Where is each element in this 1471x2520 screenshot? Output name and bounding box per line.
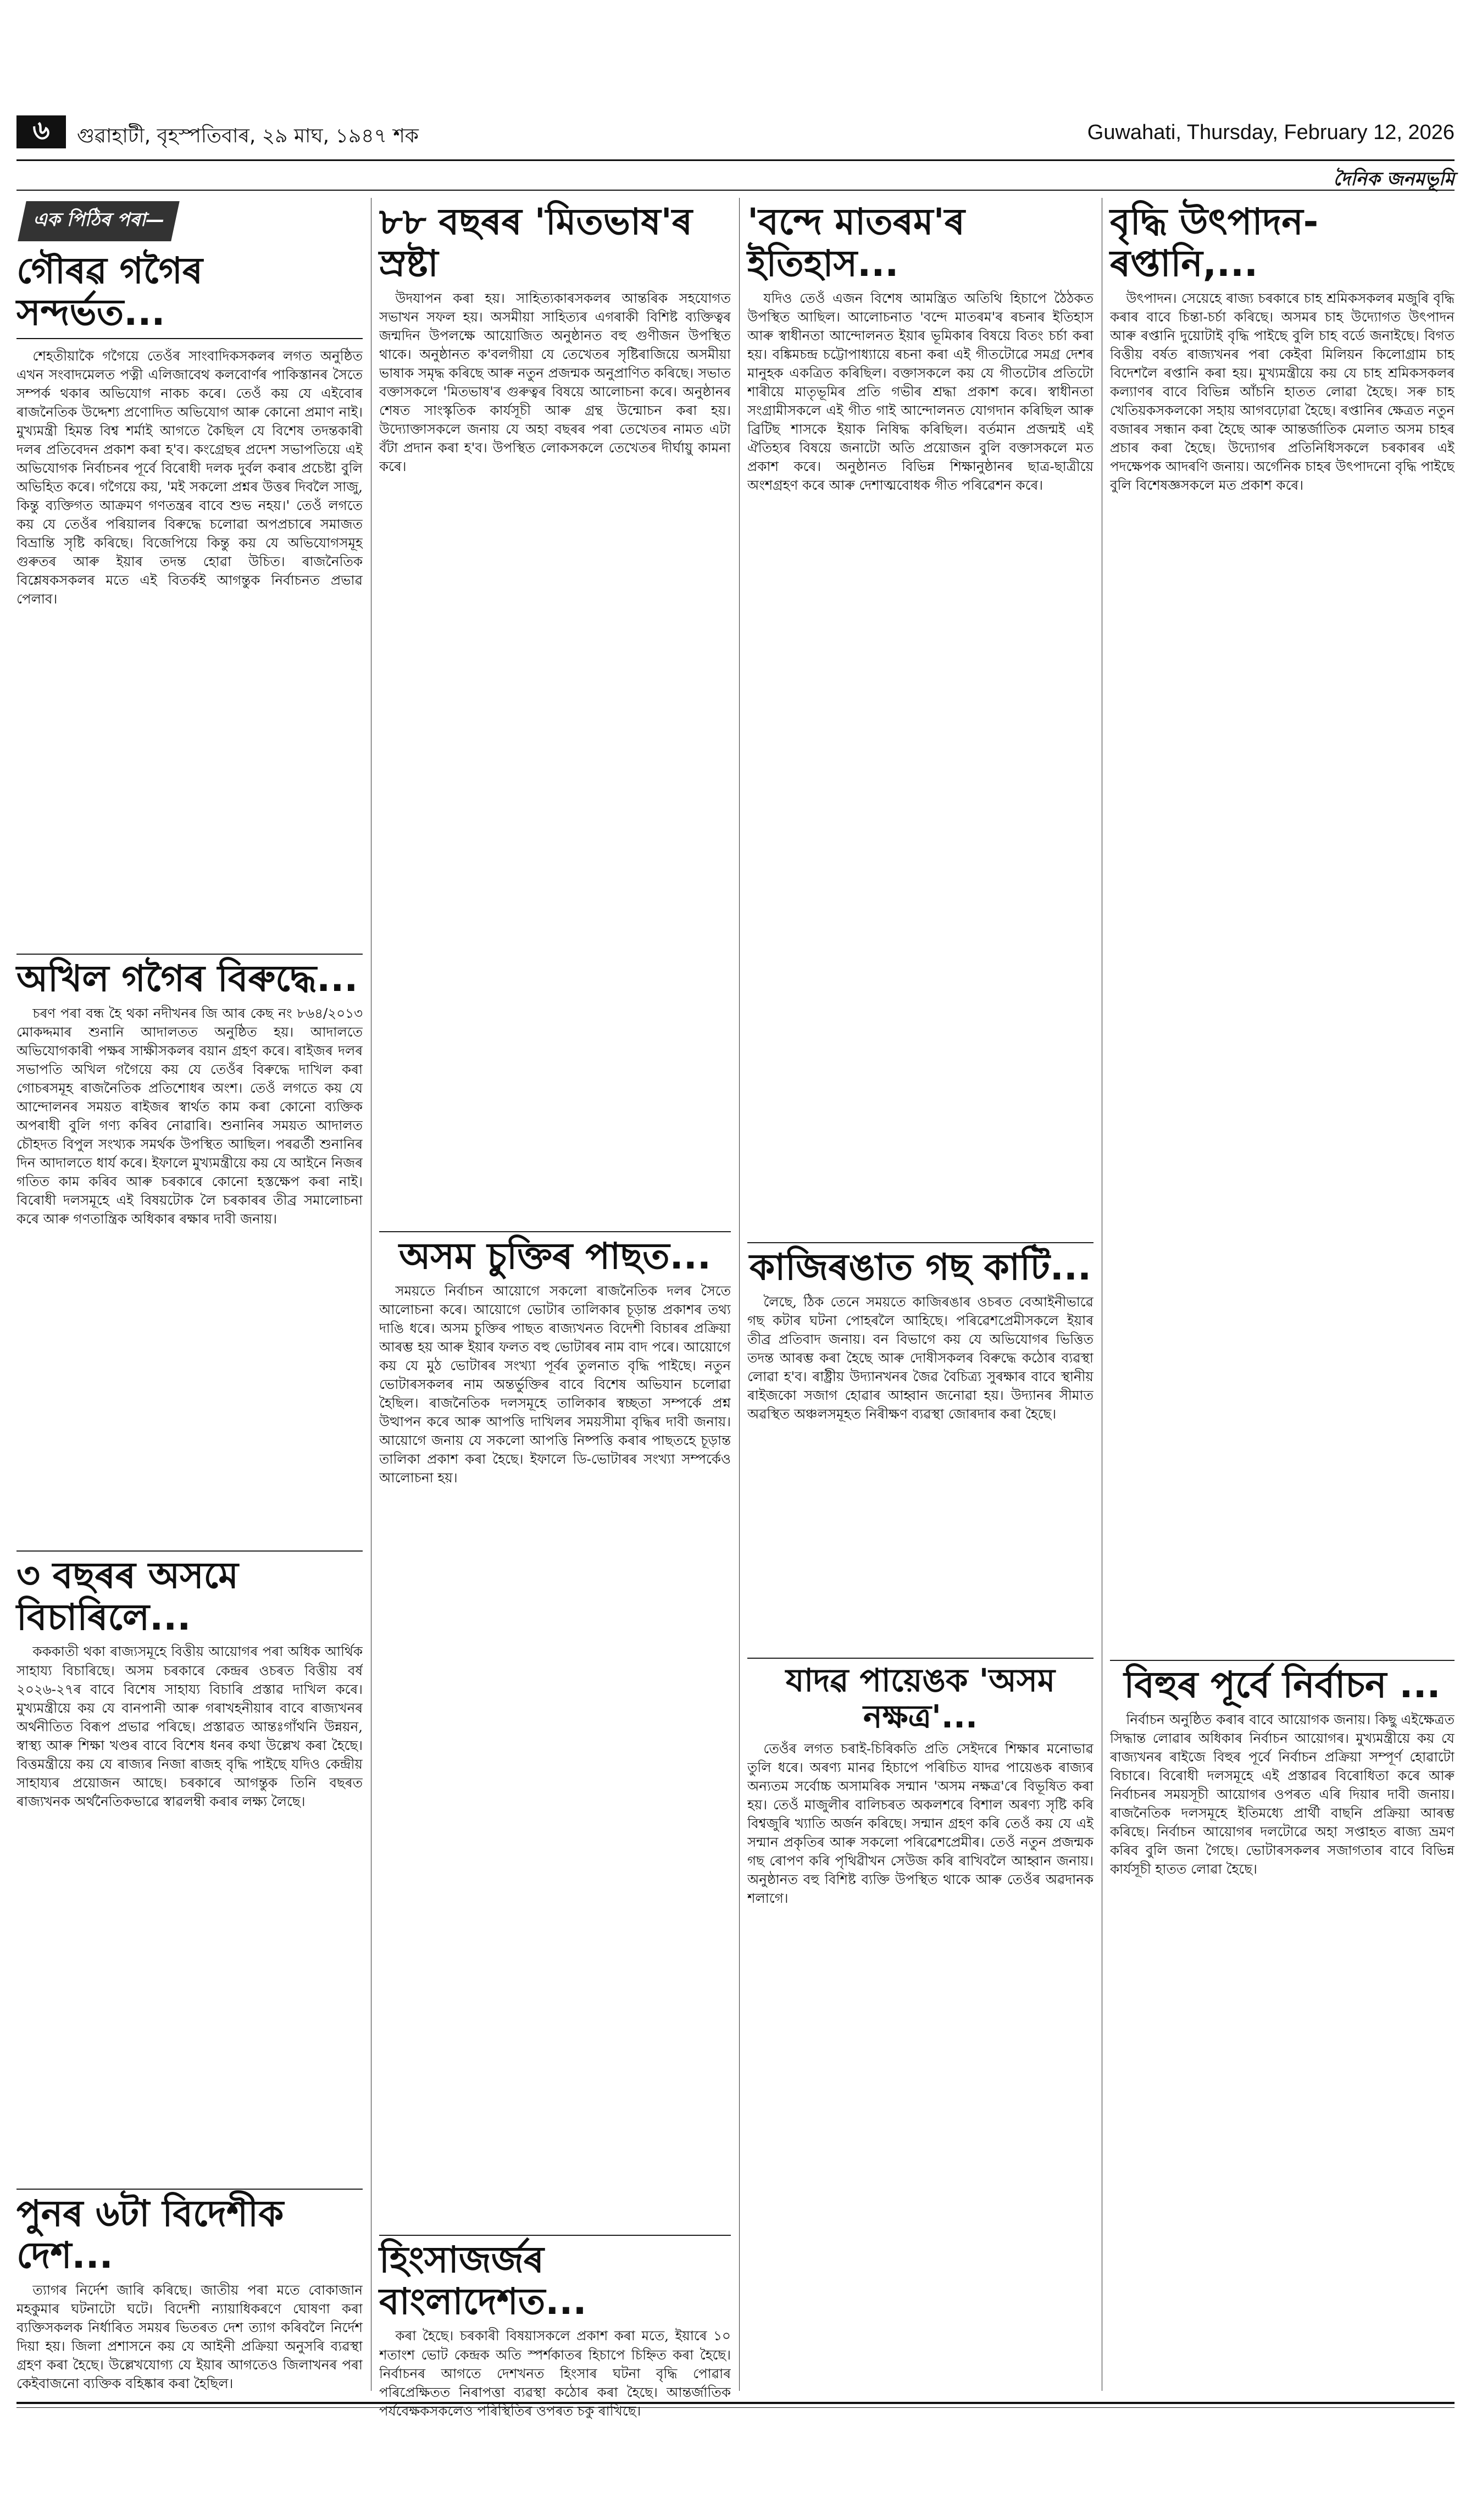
- page-header: [16, 115, 1455, 148]
- article-body: তেওঁৰ লগত চৰাই-চিৰিকতি প্ৰতি সেইদৰে শিক্ষাৰ মনোভাৱ তুলি ধৰে। অৰণ্য মানৱ হিচাপে পৰিচিত যাদৱ পায়েঙক ৰাজ্যৰ অন্যতম সৰ্বোচ্চ অসামৰিক সন্মান 'অসম নক্ষত্ৰ'ৰে বিভূষিত কৰা হয়। তেওঁ মাজুলীৰ বালিচৰত অকলশৰে বিশাল অৰণ্য সৃষ্টি কৰি বিশ্বজুৰি খ্যাতি অৰ্জন কৰিছে। সন্মান গ্ৰহণ কৰি তেওঁ কয় যে এই সন্মান প্ৰকৃতিৰ আৰু সকলো পৰিৱেশপ্ৰেমীৰ। তেওঁ নতুন প্ৰজন্মক গছ ৰোপণ কৰি পৃথিৱীখন সেউজ কৰি ৰাখিবলৈ আহ্বান জনায়। অনুষ্ঠানত বহু বিশিষ্ট ব্যক্তি উপস্থিত থাকে আৰু তেওঁৰ অৱদানক শলাগে।: [747, 1741, 1093, 1907]
- headline-election-bihu: বিহুৰ পূৰ্বে নিৰ্বাচন ...: [1124, 1663, 1441, 1706]
- article-body: কককাতী থকা ৰাজ্যসমূহে বিত্তীয় আয়োগৰ পৰা অধিক আৰ্থিক সাহায্য বিচাৰিছে। অসম চৰকাৰে কেন্দ্ৰৰ ওচৰত বিত্তীয় বৰ্ষ ২০২৬-২৭ৰ বাবে বিশেষ সাহায্য বিচাৰি প্ৰস্তাৱ দাখিল কৰে। মুখ্যমন্ত্ৰীয়ে কয় যে বানপানী আৰু গৰাখহনীয়াৰ বাবে ৰাজ্যখনৰ অৰ্থনীতিত বিৰূপ প্ৰভাৱ পৰিছে। প্ৰস্তাৱত আন্তঃগাঁথনি উন্নয়ন, স্বাস্থ্য আৰু শিক্ষা খণ্ডৰ বাবে বিশেষ ধনৰ কথা উল্লেখ কৰা হৈছে। বিত্তমন্ত্ৰীয়ে কয় যে ৰাজ্যৰ নিজা ৰাজহ বৃদ্ধি পাইছে যদিও কেন্দ্ৰীয় সাহায্যৰ প্ৰয়োজন আছে। চৰকাৰে আগন্তুক তিনি বছৰত ৰাজ্যখনক অৰ্থনৈতিকভাৱে স্বাৱলম্বী কৰাৰ লক্ষ্য লৈছে।: [16, 1643, 363, 1809]
- date-assamese: গুৱাহাটী, বৃহস্পতিবাৰ, ২৯ মাঘ, ১৯৪৭ শক: [77, 125, 419, 147]
- article-body: সময়তে নিৰ্বাচন আয়োগে সকলো ৰাজনৈতিক দলৰ সৈতে আলোচনা কৰে। আয়োগে ভোটাৰ তালিকাৰ চূড়ান্ত প্ৰকাশৰ তথ্য দাঙি ধৰে। অসম চুক্তিৰ পাছত ৰাজ্যখনত বিদেশী বিচাৰৰ প্ৰক্ৰিয়া আৰম্ভ হয় আৰু ইয়াৰ ফলত বহু ভোটাৰৰ নাম বাদ পৰে। আয়োগে কয় যে মুঠ ভোটাৰৰ সংখ্যা পূৰ্বৰ তুলনাত বৃদ্ধি পাইছে। নতুন ভোটাৰসকলৰ নাম অন্তৰ্ভুক্তিৰ বাবে বিশেষ অভিযান চলোৱা হৈছিল। ৰাজনৈতিক দলসমূহে তালিকাৰ স্বচ্ছতা সম্পৰ্কে প্ৰশ্ন উত্থাপন কৰে আৰু আপত্তি দাখিলৰ সময়সীমা বৃদ্ধিৰ দাবী জনায়। আয়োগে জনায় যে সকলো আপত্তি নিষ্পত্তি কৰাৰ পাছতহে চূড়ান্ত তালিকা প্ৰকাশ কৰা হৈছে। ইফালে ডি-ভোটাৰৰ সংখ্যা সম্পৰ্কেও আলোচনা হয়।: [379, 1282, 731, 1486]
- footer-rule-secondary: [16, 2407, 1455, 2408]
- headline-foreigners: পুনৰ ৬টা বিদেশীক দেশ...: [16, 2192, 284, 2277]
- column-divider: [739, 198, 740, 2391]
- headline-jadav-payeng: যাদৱ পায়েঙক 'অসম নক্ষত্ৰ'...: [785, 1661, 1056, 1736]
- headline-mitbhash: ৮৮ বছৰৰ 'মিতভাষ'ৰ স্ৰষ্টা: [379, 201, 692, 285]
- header-rule-secondary: [16, 190, 1455, 191]
- article-body: কৰা হৈছে। চৰকাৰী বিষয়াসকলে প্ৰকাশ কৰা মতে, ইয়াৰে ১০ শতাংশ ভোট কেন্দ্ৰক অতি স্পৰ্শকাতৰ হিচাপে চিহ্নিত কৰা হৈছে। নিৰ্বাচনৰ আগতে দেশখনত হিংসাৰ ঘটনা বৃদ্ধি পোৱাৰ পৰিপ্ৰেক্ষিতত নিৰাপত্তা ব্যৱস্থা কঠোৰ কৰা হৈছে। আন্তৰ্জাতিক পৰ্যবেক্ষকসকলেও পৰিস্থিতিৰ ওপৰত চকু ৰাখিছে।: [379, 2328, 731, 2419]
- page-number: ৬: [16, 115, 66, 148]
- date-english: Guwahati, Thursday, February 12, 2026: [1087, 121, 1455, 144]
- column-3: [747, 198, 1093, 2520]
- headline-assam-accord: অসম চুক্তিৰ পাছত...: [399, 1234, 711, 1277]
- footer-rule: [16, 2402, 1455, 2404]
- headline-tea-export: বৃদ্ধি উৎপাদন- ৰপ্তানি,...: [1110, 201, 1319, 285]
- article-body: চৰণ পৰা বন্ধ হৈ থকা নদীখনৰ জি আৰ কেছ নং ৮৬৪/২০১৩ মোকদ্দমাৰ শুনানি আদালতত অনুষ্ঠিত হয়। আদালতে অভিযোগকাৰী পক্ষৰ সাক্ষীসকলৰ বয়ান গ্ৰহণ কৰে। ৰাইজৰ দলৰ সভাপতি অখিল গগৈয়ে কয় যে তেওঁৰ বিৰুদ্ধে দাখিল কৰা গোচৰসমূহ ৰাজনৈতিক প্ৰতিশোধৰ অংশ। তেওঁ লগতে কয় যে আন্দোলনৰ সময়ত ৰাইজৰ স্বাৰ্থত কাম কৰা কোনো ব্যক্তিক অপৰাধী বুলি গণ্য কৰিব নোৱাৰি। শুনানিৰ সময়ত আদালত চৌহদত বিপুল সংখ্যক সমৰ্থক উপস্থিত আছিল। পৰৱৰ্তী শুনানিৰ দিন আদালতে ধাৰ্য কৰে। ইফালে মুখ্যমন্ত্ৰীয়ে কয় যে আইনে নিজৰ গতিত কাম কৰিব আৰু চৰকাৰে কোনো হস্তক্ষেপ কৰা নাই। বিৰোধী দলসমূহে এই বিষয়টোক লৈ চৰকাৰৰ তীব্ৰ সমালোচনা কৰে আৰু গণতান্ত্ৰিক অধিকাৰ ৰক্ষাৰ দাবী জনায়।: [16, 1005, 363, 1227]
- section-kicker: এক পিঠিৰ পৰা—: [18, 201, 180, 241]
- article-body: শেহতীয়াকৈ গগৈয়ে তেওঁৰ সাংবাদিকসকলৰ লগত অনুষ্ঠিত এখন সংবাদমেলত পত্নী এলিজাবেথ কলবোৰ্ণৰ পাকিস্তানৰ সৈতে সম্পৰ্ক থকাৰ অভিযোগ নাকচ কৰে। তেওঁ কয় যে এইবোৰ ৰাজনৈতিক উদ্দেশ্য প্ৰণোদিত অভিযোগ আৰু কোনো প্ৰমাণ নাই। মুখ্যমন্ত্ৰী হিমন্ত বিশ্ব শৰ্মাই আগতে কৈছিল যে বিশেষ তদন্তকাৰী দলৰ প্ৰতিবেদন প্ৰকাশ কৰা হ'ব। কংগ্ৰেছৰ প্ৰদেশ সভাপতিয়ে এই অভিযোগক নিৰ্বাচনৰ পূৰ্বে বিৰোধী দলক দুৰ্বল কৰাৰ প্ৰচেষ্টা বুলি অভিহিত কৰে। গগৈয়ে কয়, 'মই সকলো প্ৰশ্নৰ উত্তৰ দিবলৈ সাজু, কিন্তু ব্যক্তিগত আক্ৰমণ গণতন্ত্ৰৰ বাবে শুভ নহয়।' তেওঁ লগতে কয় যে তেওঁৰ পৰিয়ালৰ বিৰুদ্ধে চলোৱা অপপ্ৰচাৰে সমাজত বিভ্ৰান্তি সৃষ্টি কৰিছে। বিজেপিয়ে কিন্তু কয় যে অভিযোগসমূহ গুৰুতৰ আৰু ইয়াৰ তদন্ত হোৱা উচিত। ৰাজনৈতিক বিশ্লেষকসকলৰ মতে এই বিতৰ্কই আগন্তুক নিৰ্বাচনত প্ৰভাৱ পেলাব।: [16, 347, 363, 607]
- article-body: উৎপাদন। সেয়েহে ৰাজ্য চৰকাৰে চাহ শ্ৰমিকসকলৰ মজুৰি বৃদ্ধি কৰাৰ বাবে চিন্তা-চৰ্চা কৰিছে। অসমৰ চাহ উদ্যোগত উৎপাদন আৰু ৰপ্তানি দুয়োটাই বৃদ্ধি পাইছে বুলি চাহ বৰ্ডে জনাইছে। বিগত বিত্তীয় বৰ্ষত ৰাজ্যখনৰ পৰা কেইবা মিলিয়ন কিলোগ্ৰাম চাহ বিদেশলৈ ৰপ্তানি কৰা হয়। মুখ্যমন্ত্ৰীয়ে কয় যে চাহ শ্ৰমিকসকলৰ কল্যাণৰ বাবে বিভিন্ন আঁচনি হাতত লোৱা হৈছে। সৰু চাহ খেতিয়কসকলকো সহায় আগবঢ়োৱা হৈছে। ৰপ্তানিৰ ক্ষেত্ৰত নতুন বজাৰৰ সন্ধান কৰা হৈছে আৰু আন্তৰ্জাতিক মেলাত অসম চাহৰ প্ৰচাৰ কৰা হৈছে। উদ্যোগৰ প্ৰতিনিধিসকলে চৰকাৰৰ এই পদক্ষেপক আদৰণি জনায়। অৰ্গেনিক চাহৰ উৎপাদনো বৃদ্ধি পাইছে বুলি বিশেষজ্ঞসকলে মত প্ৰকাশ কৰে।: [1110, 290, 1455, 494]
- article-body: উদযাপন কৰা হয়। সাহিত্যকাৰসকলৰ আন্তৰিক সহযোগত সভাখন সফল হয়। অসমীয়া সাহিত্যৰ এগৰাকী বিশিষ্ট ব্যক্তিত্বৰ জন্মদিন উপলক্ষে আয়োজিত অনুষ্ঠানত বহু গুণীজন উপস্থিত থাকে। অনুষ্ঠানত ক'বলগীয়া যে তেখেতৰ সৃষ্টিৰাজিয়ে অসমীয়া ভাষাক সমৃদ্ধ কৰিছে আৰু নতুন প্ৰজন্মক অনুপ্ৰাণিত কৰিছে। সভাত বক্তাসকলে 'মিতভাষ'ৰ গুৰুত্বৰ বিষয়ে আলোচনা কৰে। অনুষ্ঠানৰ শেষত সাংস্কৃতিক কাৰ্যসূচী আৰু গ্ৰন্থ উন্মোচন কৰা হয়। উদ্যোক্তাসকলে জনায় যে অহা বছৰৰ পৰা তেখেতৰ নামত এটা বঁটা প্ৰদান কৰা হ'ব। উপস্থিত লোকসকলে তেখেতৰ দীৰ্ঘায়ু কামনা কৰে।: [379, 290, 731, 475]
- headline-akhil-gogoi: অখিল গগৈৰ বিৰুদ্ধে...: [16, 957, 358, 1000]
- article-body: যদিও তেওঁ এজন বিশেষ আমন্ত্ৰিত অতিথি হিচাপে ঠৈঠকত উপস্থিত আছিল। আলোচনাত 'বন্দে মাতৰম'ৰ ৰচনাৰ ইতিহাস আৰু স্বাধীনতা আন্দোলনত ইয়াৰ ভূমিকাৰ বিষয়ে বিতং চৰ্চা কৰা হয়। বঙ্কিমচন্দ্ৰ চট্টোপাধ্যায়ে ৰচনা কৰা এই গীতটোৱে সমগ্ৰ দেশৰ মানুহক একত্ৰিত কৰিছিল। বক্তাসকলে কয় যে গীতটোৰ প্ৰতিটো শাৰীয়ে মাতৃভূমিৰ প্ৰতি গভীৰ শ্ৰদ্ধা প্ৰকাশ কৰে। স্বাধীনতা সংগ্ৰামীসকলে এই গীত গাই আন্দোলনত যোগদান কৰিছিল আৰু ব্ৰিটিছ শাসকে ইয়াক নিষিদ্ধ কৰিছিল। বৰ্তমান প্ৰজন্মই এই ঐতিহ্যৰ বিষয়ে জনাটো অতি প্ৰয়োজন বুলি বক্তাসকলে মত প্ৰকাশ কৰে। অনুষ্ঠানত বিভিন্ন শিক্ষানুষ্ঠানৰ ছাত্ৰ-ছাত্ৰীয়ে অংশগ্ৰহণ কৰে আৰু দেশাত্মবোধক গীত পৰিৱেশন কৰে।: [747, 290, 1093, 494]
- column-1: [16, 198, 363, 2479]
- article-body: নিৰ্বাচন অনুষ্ঠিত কৰাৰ বাবে আয়োগক জনায়। কিছু এইক্ষেত্ৰত সিদ্ধান্ত লোৱাৰ অধিকাৰ নিৰ্বাচন আয়োগৰ। মুখ্যমন্ত্ৰীয়ে কয় যে ৰাজ্যখনৰ ৰাইজে বিহুৰ পূৰ্বে নিৰ্বাচন প্ৰক্ৰিয়া সম্পূৰ্ণ হোৱাটো বিচাৰে। বিৰোধী দলসমূহে এই প্ৰস্তাৱৰ বিৰোধিতা কৰে আৰু নিৰ্বাচনৰ সময়সূচী আয়োগৰ ওপৰত এৰি দিয়াৰ দাবী জনায়। ৰাজনৈতিক দলসমূহে ইতিমধ্যে প্ৰাৰ্থী বাছনি প্ৰক্ৰিয়া আৰম্ভ কৰিছে। নিৰ্বাচন আয়োগৰ দলটোৱে অহা সপ্তাহত ৰাজ্য ভ্ৰমণ কৰিব বুলি জনা গৈছে। ভোটাৰসকলৰ সজাগতাৰ বাবে বিভিন্ন কাৰ্যসূচী হাতত লোৱা হৈছে।: [1110, 1711, 1455, 1877]
- header-rule: [16, 159, 1455, 161]
- headline-vande-mataram: 'বন্দে মাতৰম'ৰ ইতিহাস...: [747, 201, 965, 285]
- article-body: ত্যাগৰ নিৰ্দেশ জাৰি কৰিছে। জাতীয় পৰা মতে বোকাজান মহকুমাৰ ঘটনাটো ঘটে। বিদেশী ন্যায়াধিকৰণে ঘোষণা কৰা ব্যক্তিসকলক নিৰ্ধাৰিত সময়ৰ ভিতৰত দেশ ত্যাগ কৰিবলৈ নিৰ্দেশ দিয়া হয়। জিলা প্ৰশাসনে কয় যে আইনী প্ৰক্ৰিয়া অনুসৰি ব্যৱস্থা গ্ৰহণ কৰা হৈছে। উল্লেখযোগ্য যে ইয়াৰ আগতেও জিলাখনৰ পৰা কেইবাজনো ব্যক্তিক বহিষ্কাৰ কৰা হৈছিল।: [16, 2282, 363, 2392]
- headline-assam-finance: ৩ বছৰৰ অসমে বিচাৰিলে...: [16, 1554, 238, 1638]
- headline-gaurav-gogoi: গৌৰৱ গগৈৰ সন্দৰ্ভত...: [16, 250, 203, 334]
- column-2: [379, 198, 731, 2502]
- newspaper-name: দৈনিক জনমভূমি: [1333, 168, 1455, 190]
- headline-kaziranga: কাজিৰঙাত গছ কাটি...: [749, 1245, 1092, 1288]
- column-4: [1110, 198, 1455, 2414]
- headline-bangladesh: হিংসাজৰ্জৰ বাংলাদেশত...: [379, 2238, 587, 2323]
- article-body: লৈছে, ঠিক তেনে সময়তে কাজিৰঙাৰ ওচৰত বেআইনীভাৱে গছ কটাৰ ঘটনা পোহৰলৈ আহিছে। পৰিৱেশপ্ৰেমীসকলে ইয়াৰ তীব্ৰ প্ৰতিবাদ জনায়। বন বিভাগে কয় যে অভিযোগৰ ভিত্তিত তদন্ত আৰম্ভ কৰা হৈছে আৰু দোষীসকলৰ বিৰুদ্ধে কঠোৰ ব্যৱস্থা লোৱা হ'ব। ৰাষ্ট্ৰীয় উদ্যানখনৰ জৈৱ বৈচিত্ৰ্য সুৰক্ষাৰ বাবে স্থানীয় ৰাইজকো সজাগ হোৱাৰ আহ্বান জনোৱা হয়। উদ্যানৰ সীমাত অৱস্থিত অঞ্চলসমূহত নিৰীক্ষণ ব্যৱস্থা জোৰদাৰ কৰা হৈছে।: [747, 1293, 1093, 1422]
